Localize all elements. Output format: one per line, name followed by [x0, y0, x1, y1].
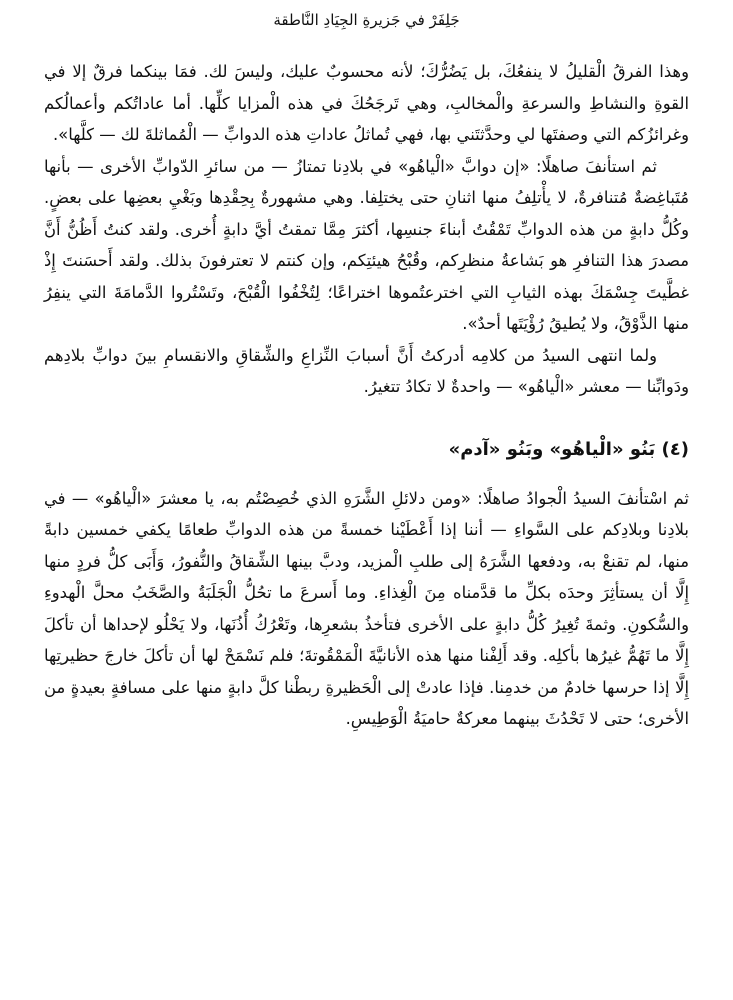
- running-header: جَلِفَرْ في جَزيرةِ الجِيَادِ النَّاطقة: [273, 11, 460, 29]
- section-heading: (٤) بَنُو «الْياهُو» وبَنُو «آدم»: [448, 438, 689, 460]
- book-page: [44, 0, 689, 1000]
- spacer: [44, 465, 689, 483]
- body-paragraph: ثم اسْتأنفَ السيدُ الْجوادُ صاهلًا: «ومن دلائلِ الشَّرَهِ الذي خُصِصْتُم به، يا معشرَ «الْياهُو» — في بلادِنا وبلادِكم على السَّواءِ — أننا إذا أَعْطَيْنا خمسةً من هذه الدوابِّ طعامًا يكفي خمسين دابةً منها، لم تقنعْ به، ودفعها الشَّرَهُ إلى طلبِ الْمزيد، ودبَّ بينها الشِّقاقُ والنُّفورُ، وَأَبَى كلُّ فردٍ منها إِلَّا أن يستأثِرَ وحدَه بكلِّ ما قدَّمناه مِنَ الْغِذاءِ. وما أَسرعَ ما تحُلُّ الْجَلَبَةُ والصَّخَبُ محلَّ الْهدوءِ والسُّكونِ. وثمةَ تُغِيرُ كُلُّ دابةٍ على الأخرى فتأخذُ بشعرِها، وتَعْرُكُ أُذُنَها، ولا يَحْلُو لإحداها أن تأكلَ إِلَّا ما تَهُمُّ غيرُها بأكلِه. وقد أَلِفْنا منها هذه الأنانيَّةَ الْمَمْقُوتةَ؛ فلم نَسْمَحْ لها أن تأكلَ خارجَ حظيرتِها إِلَّا إذا حرسها خادمٌ من خدمِنا. فإذا عادتْ إلى الْحَظيرةِ ربطْنا كلَّ دابةٍ منها على مسافةٍ بعيدةٍ من الأخرى؛ حتى لا تَحْدُثَ بينهما معركةٌ حاميَةُ الْوَطِيسِ.: [44, 488, 689, 728]
- spacer: [44, 403, 689, 435]
- body-paragraph: ولما انتهى السيدُ من كلامِه أدركتُ أَنَّ أسبابَ النِّزاعِ والشِّقاقِ والانقسامِ بينَ دوابِّ بلادِهم ودَوابِّنا — معشر «الْياهُو» — واحدةٌ لا تكادُ تتغيرُ.: [44, 345, 689, 396]
- body-paragraph: ثم استأنفَ صاهلًا: «إن دوابَّ «الْياهُو» في بلادِنا تمتازُ — من سائرِ الدّوابِّ الأخرى — بأنها مُتَباغِضةٌ مُتنافرةٌ، لا يأْتلِفُ منها اثنانِ حتى يختلِفا. وهي مشهورةٌ بِحِقْدِها وبَغْيِ بعضِها على بعضٍ. وكُلُّ دابةٍ من هذه الدوابِّ تَمْقُتُ أبناءَ جنسِها، أكثرَ مِمَّا تمقتُ أيَّ دابةٍ أُخرى. ولقد كنتُ أَظُنُّ أَنَّ مصدرَ هذا التنافرِ هو بَشاعةُ منظرِكم، وقُبْحُ هيئتِكم، وإن كنتم لا تعترفونَ بذلك. ولقد أَحسَنتَ إِذْ غطَّيتَ جِسْمَكَ بهذه الثيابِ التي اخترعتُموها اختراعًا؛ لِتُخْفُوا الْقُبْحَ، وتَسْتُروا الدَّمامَةَ التي ينفِرُ منها الذَّوْقُ، ولا يُطيقُ رُؤْيَتَها أحدٌ».: [44, 156, 689, 333]
- body-paragraph: وهذا الفرقُ الْقليلُ لا ينفعُكَ، بل يَضُرُّكَ؛ لأنه محسوبٌ عليك، وليسَ لك. فمَا بينكما فرقٌ إلا في القوةِ والنشاطِ والسرعةِ والْمخالبِ، وهي تَرجَحُكَ في هذه الْمزايا كلِّها. أما عاداتُكم وأعمالُكم وغرائزُكم التي وصفتَها لي وحدَّثتَني بها، فهي تُماثلُ عاداتِ هذه الدوابِّ — الْمُماثلةَ لك — كلَّها».: [44, 62, 689, 144]
- page-body: [44, 56, 689, 735]
